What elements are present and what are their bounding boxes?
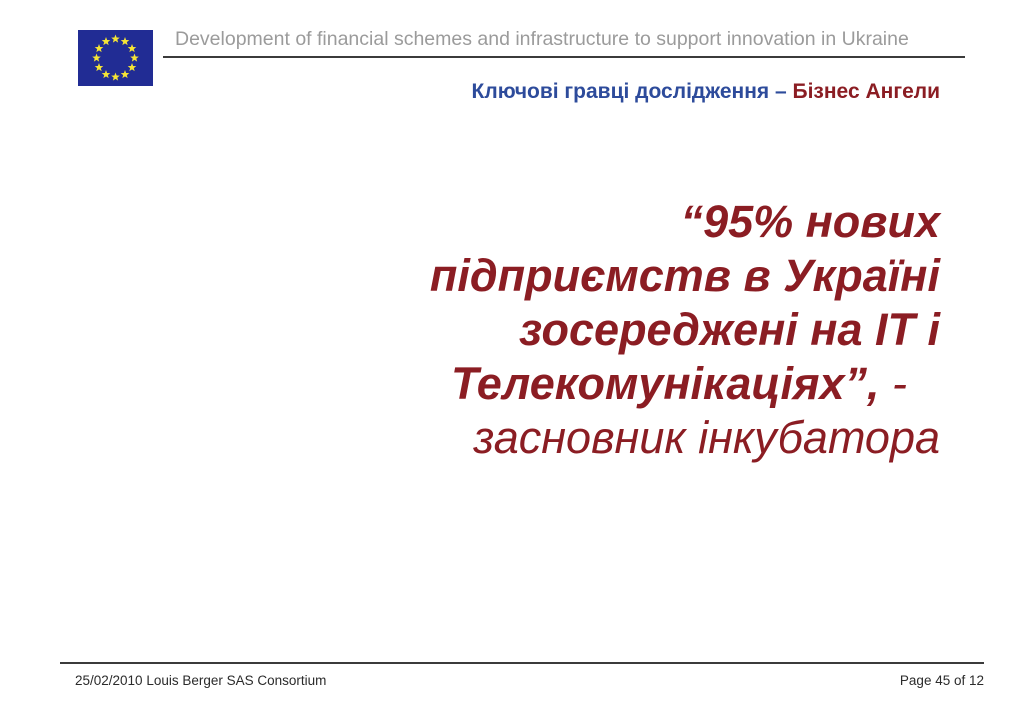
slide-title-red-part: Бізнес Ангели — [792, 80, 940, 103]
quote-line-1-bold: “95% нових — [680, 196, 940, 247]
quote-line-3 — [160, 303, 940, 357]
slide-title — [472, 80, 940, 104]
quote-line-1 — [160, 195, 940, 249]
header-divider — [163, 56, 965, 58]
footer-divider — [60, 662, 984, 664]
quote-line-5 — [160, 411, 940, 465]
quote-line-2-bold: підприємств в Україні — [429, 250, 940, 301]
project-header-text: Development of financial schemes and infrastructure to support innovation in Ukraine — [175, 28, 909, 50]
footer-consortium-text: 25/02/2010 Louis Berger SAS Consortium — [75, 673, 327, 688]
quote-line-4-regular: - — [879, 358, 907, 409]
slide-title-blue-part: Ключові гравці дослідження – — [471, 80, 793, 103]
quote-line-5-regular: засновник інкубатора — [473, 412, 940, 463]
footer-page-number: Page 45 of 12 — [899, 673, 984, 688]
eu-flag-icon — [78, 30, 153, 86]
quote-line-3-bold: зосереджені на ІТ і — [519, 304, 940, 355]
quote-line-4-bold: Телекомунікаціях”, — [450, 358, 880, 409]
quote-line-4 — [160, 357, 940, 411]
quote-line-2 — [160, 249, 940, 303]
quote-block — [160, 195, 940, 465]
